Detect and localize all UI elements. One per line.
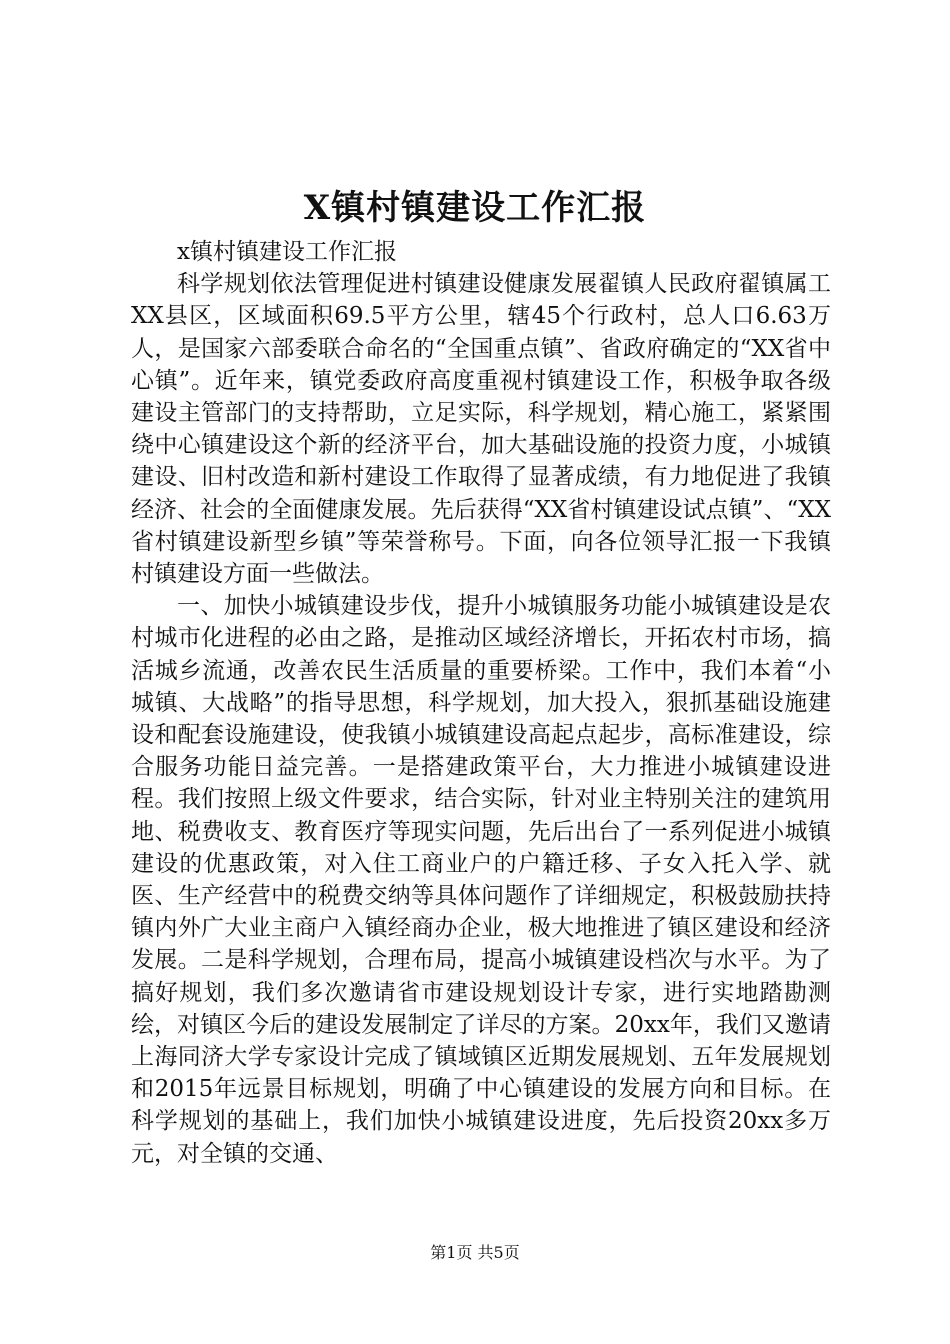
subtitle-paragraph: x镇村镇建设工作汇报 [177,239,397,265]
page-number-footer: 第1页 共5页 [430,1243,520,1262]
section-one-paragraph: 一、加快小城镇建设步伐，提升小城镇服务功能小城镇建设是农村城市化进程的必由之路，是推动区域经济增长，开拓农村市场，搞活城乡流通，改善农民生活质量的重要桥梁。工作中，我们本着“小城镇、大战略”的指导思想，科学规划，加大投入，狠抓基础设施建设和配套设施建设，使我镇小城镇建设高起点起步，高标准建设，综合服务功能日益完善。一是搭建政策平台，大力推进小城镇建设进程。我们按照上级文件要求，结合实际，针对业主特别关注的建筑用地、税费收支、教育医疗等现实问题，先后出台了一系列促进小城镇建设的优惠政策，对入住工商业户的户籍迁移、子女入托入学、就医、生产经营中的税费交纳等具体问题作了详细规定，积极鼓励扶持镇内外广大业主商户入镇经商办企业，极大地推进了镇区建设和经济发展。二是科学规划，合理布局，提高小城镇建设档次与水平。为了搞好规划，我们多次邀请省市建设规划设计专家，进行实地踏勘测绘，对镇区今后的建设发展制定了详尽的方案。20xx年，我们又邀请上海同济大学专家设计完成了镇域镇区近期发展规划、五年发展规划和2015年远景目标规划，明确了中心镇建设的发展方向和目标。在科学规划的基础上，我们加快小城镇建设进度，先后投资20xx多万元，对全镇的交通、 [131,593,831,1167]
document-body [131,236,831,1170]
intro-paragraph: 科学规划依法管理促进村镇建设健康发展翟镇人民政府翟镇属工XX县区，区域面积69.5平方公里，辖45个行政村，总人口6.63万人，是国家六部委联合命名的“全国重点镇”、省政府确定的“XX省中心镇”。近年来，镇党委政府高度重视村镇建设工作，积极争取各级建设主管部门的支持帮助，立足实际，科学规划，精心施工，紧紧围绕中心镇建设这个新的经济平台，加大基础设施的投资力度，小城镇建设、旧村改造和新村建设工作取得了显著成绩，有力地促进了我镇经济、社会的全面健康发展。先后获得“XX省村镇建设试点镇”、“XX省村镇建设新型乡镇”等荣誉称号。下面，向各位领导汇报一下我镇村镇建设方面一些做法。 [131,271,831,588]
document-title: X镇村镇建设工作汇报 [303,188,647,228]
